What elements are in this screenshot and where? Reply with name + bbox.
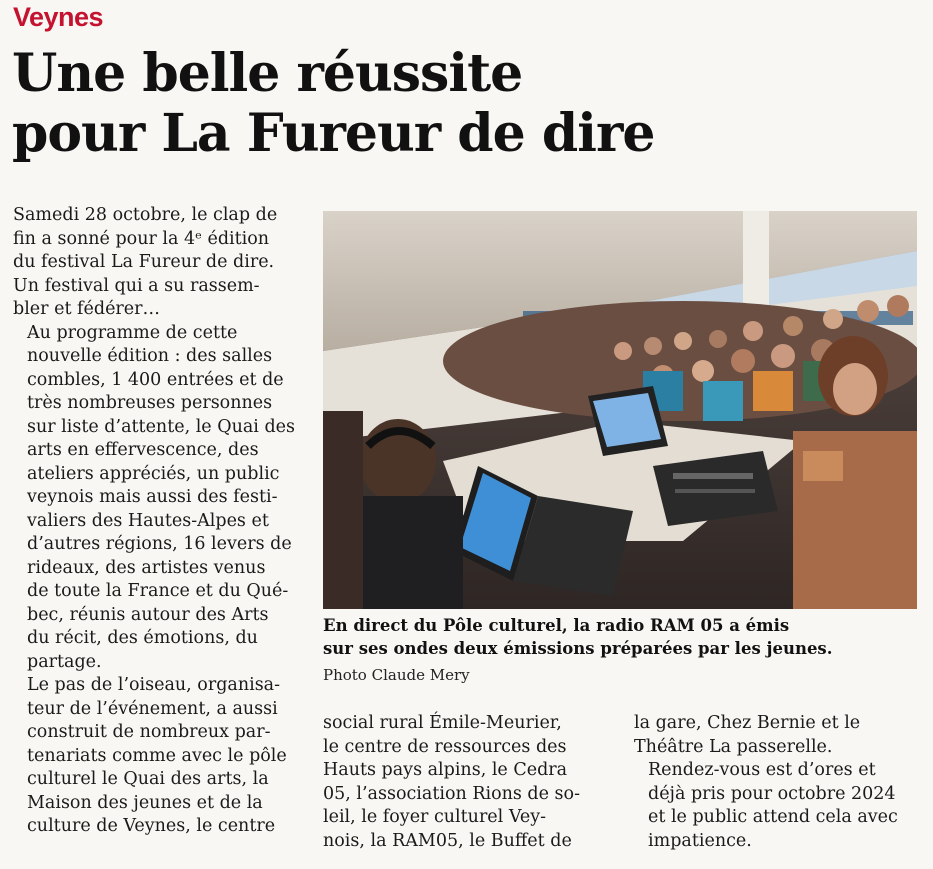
paragraph-intro <box>13 204 298 322</box>
text-line: nois, la RAM05, le Buffet de <box>323 830 572 851</box>
text-line: partage. <box>27 651 102 672</box>
text-line: du festival La Fureur de dire. <box>13 252 275 272</box>
radio-studio-illustration <box>323 211 917 609</box>
text-line: leil, le foyer culturel Vey- <box>323 807 547 827</box>
text-line: social rural Émile-Meurier, <box>323 713 562 733</box>
article-column-2 <box>323 712 608 853</box>
text-line: rideaux, des artistes venus <box>27 557 266 578</box>
text-line: Samedi 28 octobre, le clap de <box>13 205 278 225</box>
text-line: culture de Veynes, le centre <box>27 816 276 836</box>
paragraph-conclusion <box>634 759 919 853</box>
caption-line: sur ses ondes deux émissions préparées par les jeunes. <box>323 639 833 658</box>
text-line: d’autres régions, 16 levers de <box>27 534 292 554</box>
text-line: et le public attend cela avec <box>648 807 898 827</box>
text-line: impatience. <box>648 830 752 851</box>
text-line: culturel le Quai des arts, la <box>27 769 269 789</box>
photo-caption <box>323 614 917 660</box>
article-column-1 <box>13 204 298 839</box>
text-line: tenariats comme avec le pôle <box>27 745 287 766</box>
caption-line: En direct du Pôle culturel, la radio RAM 05 a émis <box>323 616 790 635</box>
text-line: Un festival qui a su rassem- <box>13 275 260 296</box>
paragraph-partners-cont <box>323 712 608 853</box>
text-line: très nombreuses personnes <box>27 393 273 413</box>
headline-line: pour La Fureur de dire <box>12 103 655 164</box>
article-column-3 <box>634 712 919 853</box>
text-line: Rendez-vous est d’ores et <box>648 760 876 780</box>
text-line: la gare, Chez Bernie et le <box>634 713 861 733</box>
paragraph-partners-end <box>634 712 919 759</box>
text-line: construit de nombreux par- <box>27 722 271 742</box>
text-line: arts en effervescence, des <box>27 440 259 460</box>
text-line: bec, réunis autour des Arts <box>27 604 269 625</box>
text-line: combles, 1 400 entrées et de <box>27 369 284 390</box>
text-line: du récit, des émotions, du <box>27 628 258 648</box>
headline-line: Une belle réussite <box>12 43 523 104</box>
photo-credit: Photo Claude Mery <box>323 666 470 684</box>
text-line: déjà pris pour octobre 2024 <box>648 783 896 804</box>
text-line: teur de l’événement, a aussi <box>27 698 278 719</box>
section-kicker: Veynes <box>13 2 104 32</box>
text-line: le centre de ressources des <box>323 736 567 757</box>
text-line: Maison des jeunes et de la <box>27 792 263 813</box>
text-line: veynois mais aussi des festi- <box>27 487 278 507</box>
text-line: ateliers appréciés, un public <box>27 463 280 484</box>
text-line: bler et fédérer… <box>13 299 161 319</box>
text-line: valiers des Hautes-Alpes et <box>27 510 269 531</box>
text-line: 05, l’association Rions de so- <box>323 783 580 804</box>
headline <box>12 44 912 164</box>
text-line: Au programme de cette <box>27 322 238 343</box>
text-line: nouvelle édition : des salles <box>27 346 273 366</box>
text-line: de toute la France et du Qué- <box>27 581 289 601</box>
text-line: sur liste d’attente, le Quai des <box>27 416 295 437</box>
text-line: fin a sonné pour la 4ᵉ édition <box>13 228 270 249</box>
paragraph-partners <box>13 674 298 839</box>
text-line: Le pas de l’oiseau, organisa- <box>27 675 281 695</box>
article-photo <box>323 211 917 609</box>
text-line: Hauts pays alpins, le Cedra <box>323 760 568 780</box>
text-line: Théâtre La passerelle. <box>634 736 833 757</box>
paragraph-programme <box>13 322 298 675</box>
